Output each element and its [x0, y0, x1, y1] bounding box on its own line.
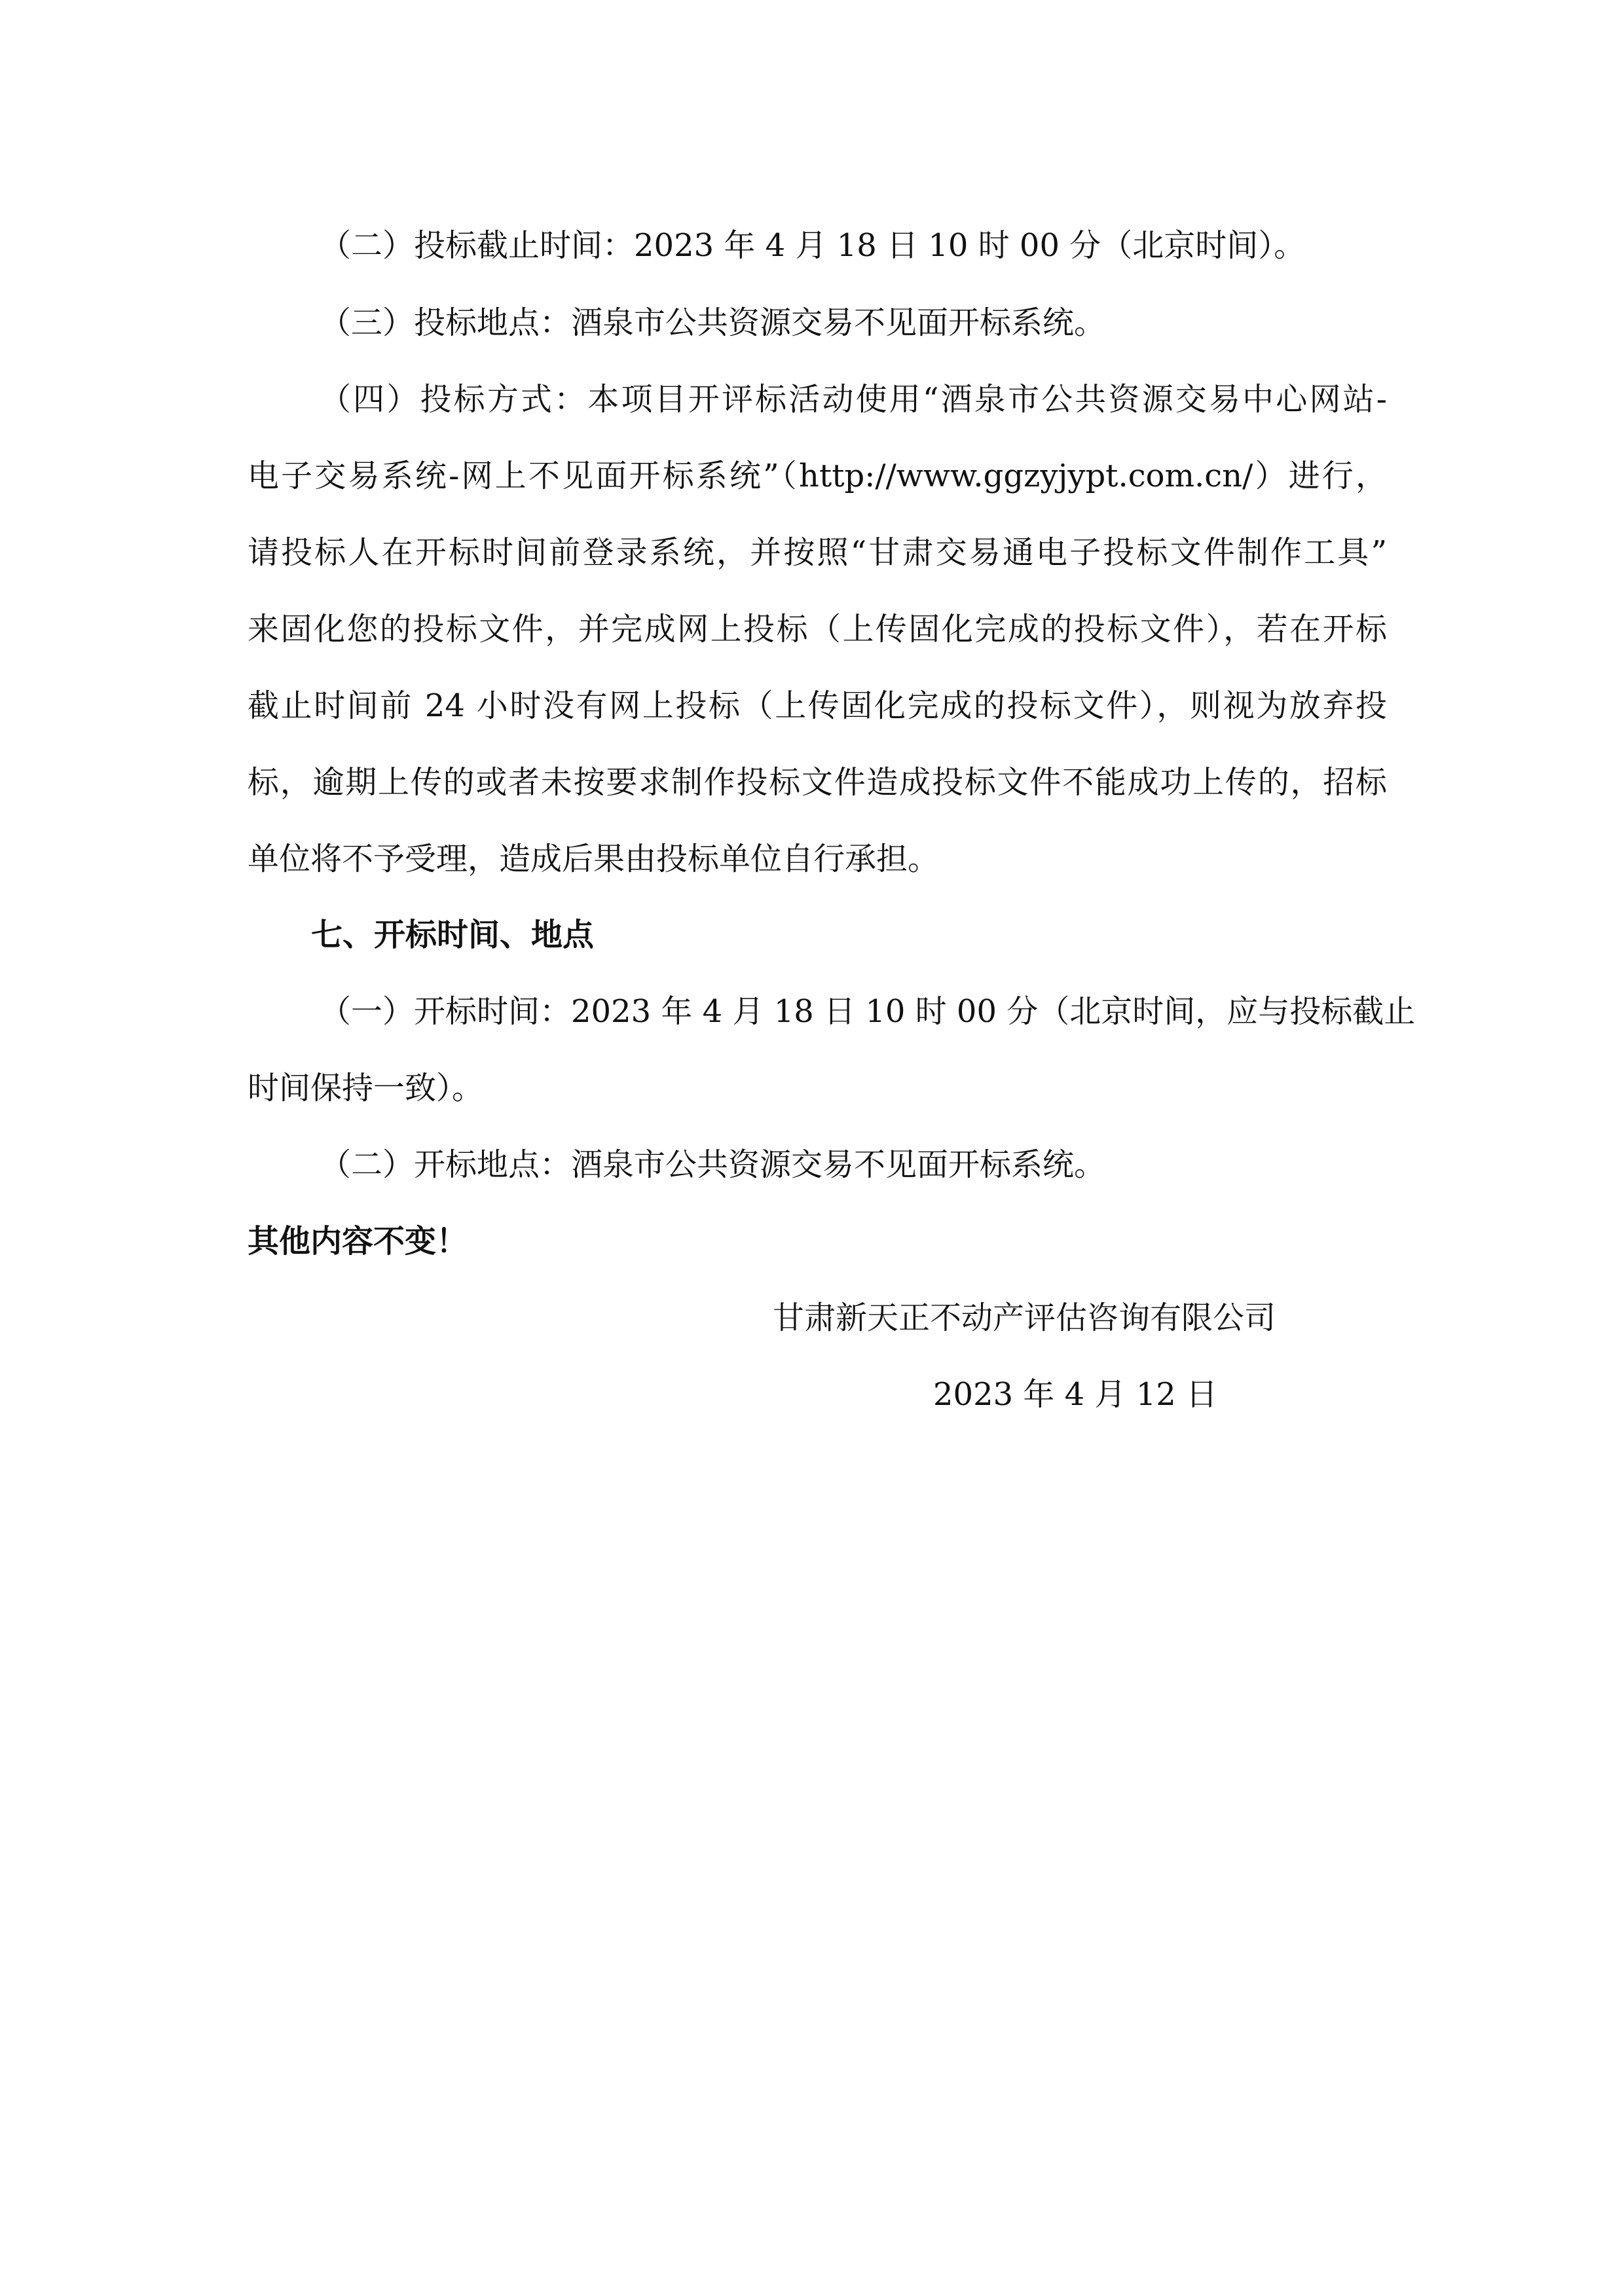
bid-location-line: （三）投标地点：酒泉市公共资源交易不见面开标系统。 — [320, 304, 1106, 341]
opening-location-line: （二）开标地点：酒泉市公共资源交易不见面开标系统。 — [320, 1146, 1106, 1183]
bid-method-line-2: 电子交易系统-网上不见面开标系统”（http://www.ggzyjypt.com.cn/）进行， — [248, 458, 1387, 494]
bid-deadline-line: （二）投标截止时间：2023 年 4 月 18 日 10 时 00 分（北京时间）。 — [320, 227, 1306, 264]
opening-time-line-2: 时间保持一致）。 — [248, 1070, 484, 1106]
bid-method-line-1: （四）投标方式：本项目开评标活动使用“酒泉市公共资源交易中心网站- — [320, 381, 1387, 418]
bid-method-line-5: 截止时间前 24 小时没有网上投标（上传固化完成的投标文件），则视为放弃投 — [248, 687, 1387, 724]
opening-time-line-1: （一）开标时间：2023 年 4 月 18 日 10 时 00 分（北京时间，应与投标截止 — [320, 993, 1416, 1030]
section-heading-opening: 七、开标时间、地点 — [311, 917, 595, 953]
bid-method-line-6: 标，逾期上传的或者未按要求制作投标文件造成投标文件不能成功上传的，招标 — [248, 764, 1387, 801]
bid-method-line-4: 来固化您的投标文件，并完成网上投标（上传固化完成的投标文件），若在开标 — [248, 611, 1387, 647]
closing-note: 其他内容不变！ — [248, 1223, 468, 1260]
signature-company: 甘肃新天正不动产评估咨询有限公司 — [773, 1300, 1276, 1336]
bid-method-line-7: 单位将不予受理，造成后果由投标单位自行承担。 — [248, 841, 940, 877]
signature-date: 2023 年 4 月 12 日 — [933, 1376, 1218, 1413]
bid-method-line-3: 请投标人在开标时间前登录系统，并按照“甘肃交易通电子投标文件制作工具” — [248, 534, 1387, 571]
